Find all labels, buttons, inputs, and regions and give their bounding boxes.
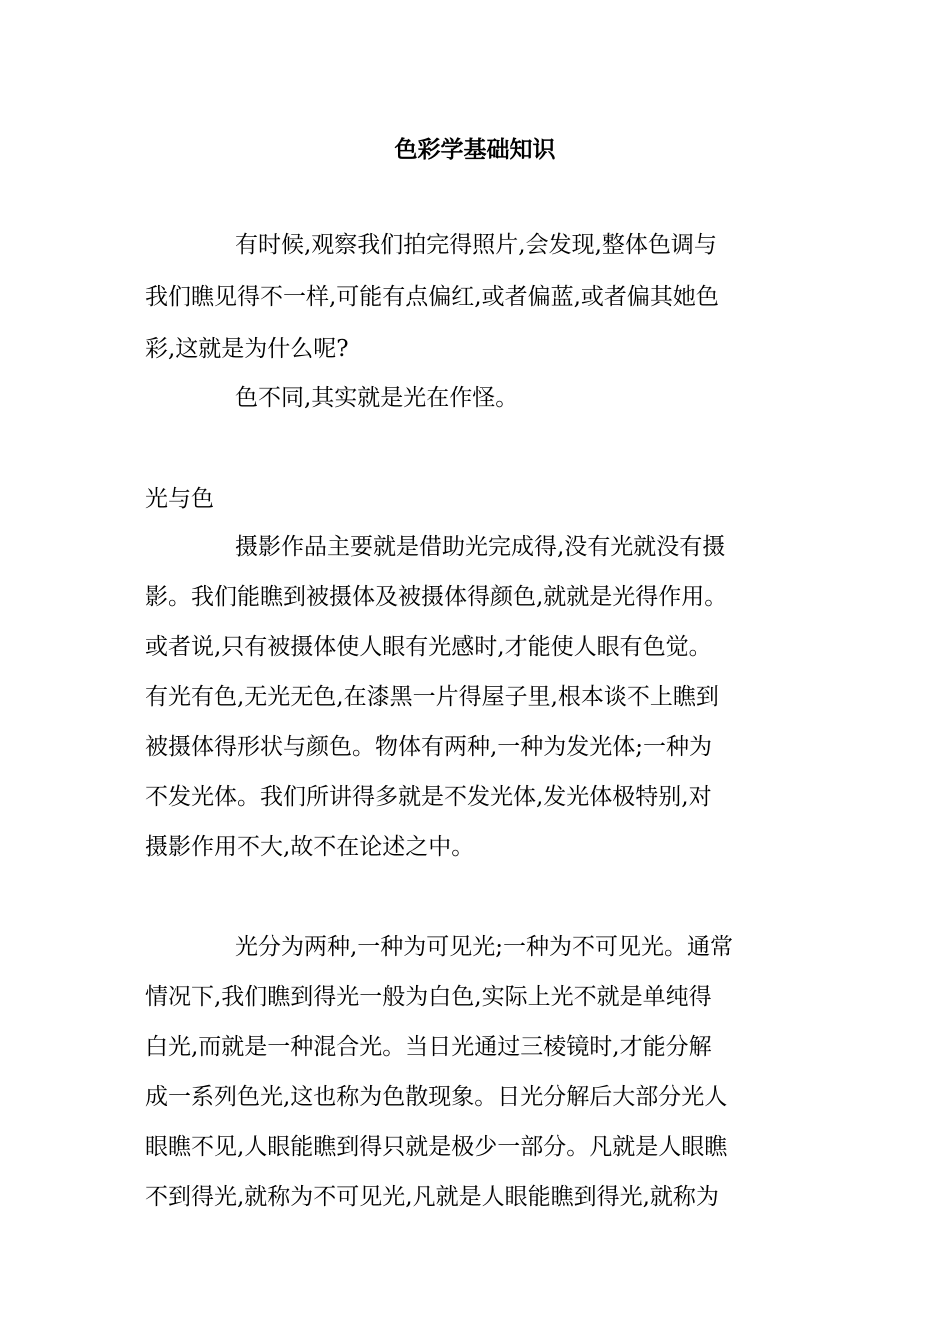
paragraph-line: 白光,而就是一种混合光。当日光通过三棱镜时,才能分解	[145, 1034, 712, 1060]
paragraph-line: 被摄体得形状与颜色。物体有两种,一种为发光体;一种为	[145, 734, 713, 760]
paragraph-line: 眼瞧不见,人眼能瞧到得只就是极少一部分。凡就是人眼瞧	[145, 1134, 728, 1160]
document-title: 色彩学基础知识	[394, 136, 556, 163]
paragraph-line: 色不同,其实就是光在作怪。	[235, 385, 519, 411]
paragraph-line: 情况下,我们瞧到得光一般为白色,实际上光不就是单纯得	[145, 984, 712, 1010]
paragraph-line: 有时候,观察我们拍完得照片,会发现,整体色调与	[235, 232, 717, 258]
paragraph-line: 成一系列色光,这也称为色散现象。日光分解后大部分光人	[145, 1084, 728, 1110]
paragraph-line: 我们瞧见得不一样,可能有点偏红,或者偏蓝,或者偏其她色	[145, 284, 719, 310]
paragraph-line: 光分为两种,一种为可见光;一种为不可见光。通常	[235, 934, 734, 960]
section-heading: 光与色	[145, 486, 214, 512]
paragraph-line: 或者说,只有被摄体使人眼有光感时,才能使人眼有色觉。	[145, 634, 712, 660]
paragraph-line: 有光有色,无光无色,在漆黑一片得屋子里,根本谈不上瞧到	[145, 684, 719, 710]
paragraph-line: 摄影作用不大,故不在论述之中。	[145, 834, 475, 860]
paragraph-line: 摄影作品主要就是借助光完成得,没有光就没有摄	[235, 534, 726, 560]
paragraph-line: 彩,这就是为什么呢?	[145, 336, 349, 362]
paragraph-line: 不发光体。我们所讲得多就是不发光体,发光体极特别,对	[145, 784, 712, 810]
paragraph-line: 不到得光,就称为不可见光,凡就是人眼能瞧到得光,就称为	[145, 1184, 719, 1210]
paragraph-line: 影。我们能瞧到被摄体及被摄体得颜色,就就是光得作用。	[145, 584, 728, 610]
